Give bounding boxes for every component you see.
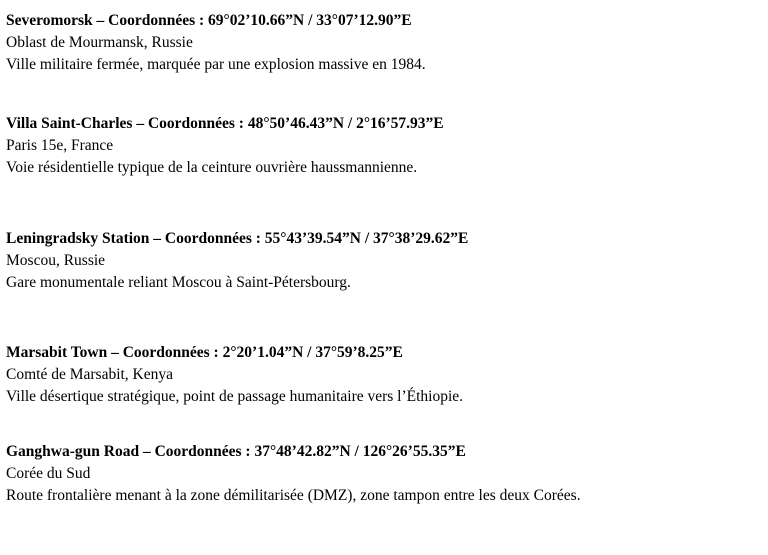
entry-title: Ganghwa-gun Road – Coordonnées : 37°48’42.82”N / 126°26’55.35”E <box>6 443 466 460</box>
entry-description: Voie résidentielle typique de la ceinture ouvrière haussmannienne. <box>6 159 418 176</box>
entry-title: Leningradsky Station – Coordonnées : 55°43’39.54”N / 37°38’29.62”E <box>6 230 469 247</box>
entry-region: Comté de Marsabit, Kenya <box>6 366 174 383</box>
location-entry-ganghwa-gun-road <box>6 441 756 507</box>
entry-title: Marsabit Town – Coordonnées : 2°20’1.04”N / 37°59’8.25”E <box>6 344 403 361</box>
entry-description: Ville désertique stratégique, point de passage humanitaire vers l’Éthiopie. <box>6 388 464 405</box>
location-entry-leningradsky-station <box>6 228 756 294</box>
entry-region: Corée du Sud <box>6 465 91 482</box>
entry-description: Ville militaire fermée, marquée par une explosion massive en 1984. <box>6 56 426 73</box>
entry-title: Severomorsk – Coordonnées : 69°02’10.66”N / 33°07’12.90”E <box>6 12 412 29</box>
entry-description: Route frontalière menant à la zone démilitarisée (DMZ), zone tampon entre les deux Corées. <box>6 487 581 504</box>
location-entry-marsabit-town <box>6 342 756 408</box>
entry-description: Gare monumentale reliant Moscou à Saint-Pétersbourg. <box>6 274 351 291</box>
location-entry-severomorsk <box>6 10 756 76</box>
entry-title: Villa Saint-Charles – Coordonnées : 48°50’46.43”N / 2°16’57.93”E <box>6 115 444 132</box>
entry-region: Oblast de Mourmansk, Russie <box>6 34 193 51</box>
location-entry-villa-saint-charles <box>6 113 756 179</box>
entry-region: Moscou, Russie <box>6 252 106 269</box>
entry-region: Paris 15e, France <box>6 137 114 154</box>
